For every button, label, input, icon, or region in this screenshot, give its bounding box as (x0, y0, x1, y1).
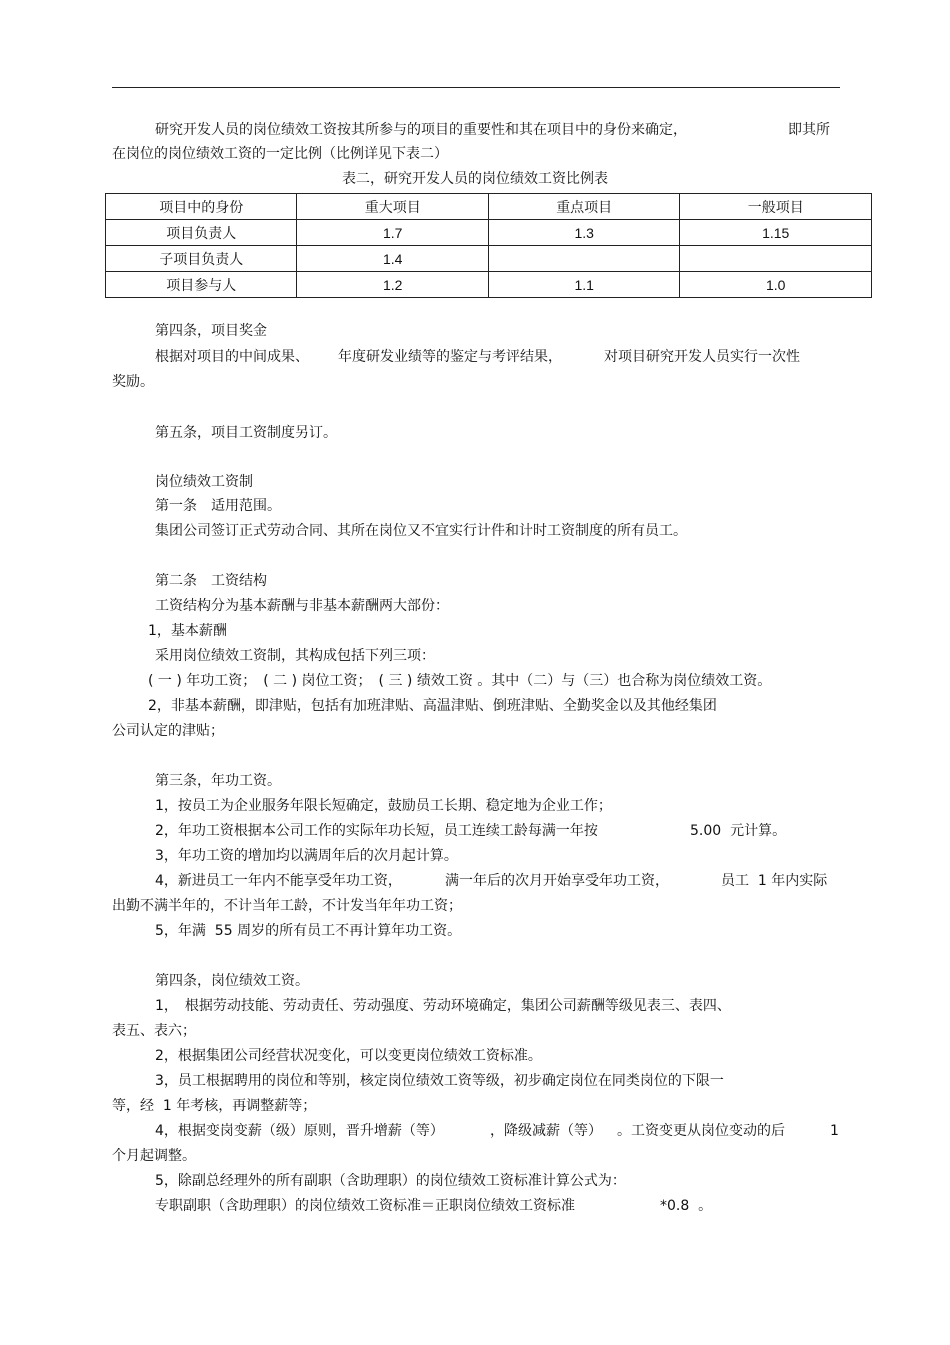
table-row (106, 272, 872, 298)
table-row (106, 220, 872, 246)
table-header-row (106, 194, 872, 220)
table-header-cell: 一般项目 (680, 194, 872, 220)
article-5-text: 第五条，项目工资制度另订。 (155, 425, 337, 441)
article-4-pay-title: 第四条，岗位绩效工资。 (155, 973, 309, 989)
table-cell: 1.3 (488, 220, 679, 246)
article-4-pay-item-3b: 等，经 1 年考核，再调整薪等； (112, 1098, 317, 1114)
article-2-item-1: 1，基本薪酬 (148, 623, 227, 639)
article-4-bonus-text-a: 根据对项目的中间成果、 (155, 349, 309, 365)
article-3-title: 第三条，年功工资。 (155, 773, 281, 789)
article-4-pay-item-4a: 4，根据变岗变薪（级）原则，晋升增薪（等） (155, 1123, 444, 1139)
article-3-item-5: 5，年满 55 周岁的所有员工不再计算年功工资。 (155, 923, 462, 939)
article-2-text: 工资结构分为基本薪酬与非基本薪酬两大部份： (155, 598, 449, 614)
intro-line-2: 在岗位的岗位绩效工资的一定比例（比例详见下表二） (112, 146, 448, 162)
system-title: 岗位绩效工资制 (155, 474, 253, 490)
article-4-pay-item-4e: 个月起调整。 (112, 1148, 196, 1164)
article-2-title: 第二条 工资结构 (155, 573, 267, 589)
article-1-title: 第一条 适用范围。 (155, 498, 281, 514)
article-3-item-2b: 5.00 元计算。 (690, 823, 787, 839)
table-header-cell: 重点项目 (488, 194, 679, 220)
table-cell: 项目参与人 (106, 272, 297, 298)
table-cell: 1.7 (297, 220, 488, 246)
article-2-item-2b: 公司认定的津贴； (112, 723, 224, 739)
article-3-item-4a: 4，新进员工一年内不能享受年功工资， (155, 873, 402, 889)
table-cell: 子项目负责人 (106, 246, 297, 272)
table-cell (488, 246, 679, 272)
formula-text-a: 专职副职（含助理职）的岗位绩效工资标准＝正职岗位绩效工资标准 (155, 1198, 575, 1214)
table-header-cell: 项目中的身份 (106, 194, 297, 220)
table-caption: 表二，研究开发人员的岗位绩效工资比例表 (342, 171, 608, 187)
article-3-item-4b: 满一年后的次月开始享受年功工资， (445, 873, 669, 889)
article-3-item-4c: 员工 1 年内实际 (721, 873, 828, 889)
article-3-item-3: 3，年功工资的增加均以满周年后的次月起计算。 (155, 848, 458, 864)
article-3-item-2a: 2，年功工资根据本公司工作的实际年功长短，员工连续工龄每满一年按 (155, 823, 598, 839)
table-cell: 1.4 (297, 246, 488, 272)
article-4-pay-item-1a: 1， 根据劳动技能、劳动责任、劳动强度、劳动环境确定，集团公司薪酬等级见表三、表四、 (155, 998, 731, 1014)
article-4-bonus-title: 第四条，项目奖金 (155, 323, 267, 339)
article-1-text: 集团公司签订正式劳动合同、其所在岗位又不宜实行计件和计时工资制度的所有员工。 (155, 523, 687, 539)
table-cell (680, 246, 872, 272)
article-2-item-1-list: ( 一 ) 年功工资； ( 二 ) 岗位工资； ( 三 ) 绩效工资 。其中（二）与（三）也合称为岗位绩效工资。 (148, 673, 772, 689)
article-4-pay-item-5: 5，除副总经理外的所有副职（含助理职）的岗位绩效工资标准计算公式为： (155, 1173, 626, 1189)
article-4-bonus-text-c: 对项目研究开发人员实行一次性 (604, 349, 800, 365)
intro-line-1a: 研究开发人员的岗位绩效工资按其所参与的项目的重要性和其在项目中的身份来确定， (155, 122, 687, 138)
table-cell: 1.15 (680, 220, 872, 246)
table-header-cell: 重大项目 (297, 194, 488, 220)
article-4-bonus-text-b: 年度研发业绩等的鉴定与考评结果， (338, 349, 562, 365)
article-2-item-1-desc: 采用岗位绩效工资制，其构成包括下列三项： (155, 648, 435, 664)
article-3-item-4d: 出勤不满半年的，不计当年工龄，不计发当年年功工资； (112, 898, 462, 914)
article-2-item-2a: 2，非基本薪酬，即津贴，包括有加班津贴、高温津贴、倒班津贴、全勤奖金以及其他经集团 (148, 698, 717, 714)
table-cell: 1.1 (488, 272, 679, 298)
article-4-pay-item-4c: 。工资变更从岗位变动的后 (617, 1123, 785, 1139)
article-3-item-1: 1，按员工为企业服务年限长短确定，鼓励员工长期、稳定地为企业工作； (155, 798, 612, 814)
intro-line-1b: 即其所 (788, 122, 830, 138)
article-4-pay-item-4d: 1 (830, 1123, 839, 1139)
article-4-pay-item-3a: 3，员工根据聘用的岗位和等别，核定岗位绩效工资等级，初步确定岗位在同类岗位的下限一 (155, 1073, 724, 1089)
article-4-pay-item-1b: 表五、表六； (112, 1023, 196, 1039)
article-4-bonus-text-d: 奖励。 (112, 374, 154, 390)
table-row (106, 246, 872, 272)
formula-text-b: *0.8 。 (660, 1198, 713, 1214)
header-rule (112, 87, 840, 88)
table-cell: 1.0 (680, 272, 872, 298)
table-cell: 1.2 (297, 272, 488, 298)
article-4-pay-item-2: 2，根据集团公司经营状况变化，可以变更岗位绩效工资标准。 (155, 1048, 542, 1064)
article-4-pay-item-4b: ，降级减薪（等） (490, 1123, 602, 1139)
ratio-table (105, 193, 872, 298)
table-cell: 项目负责人 (106, 220, 297, 246)
